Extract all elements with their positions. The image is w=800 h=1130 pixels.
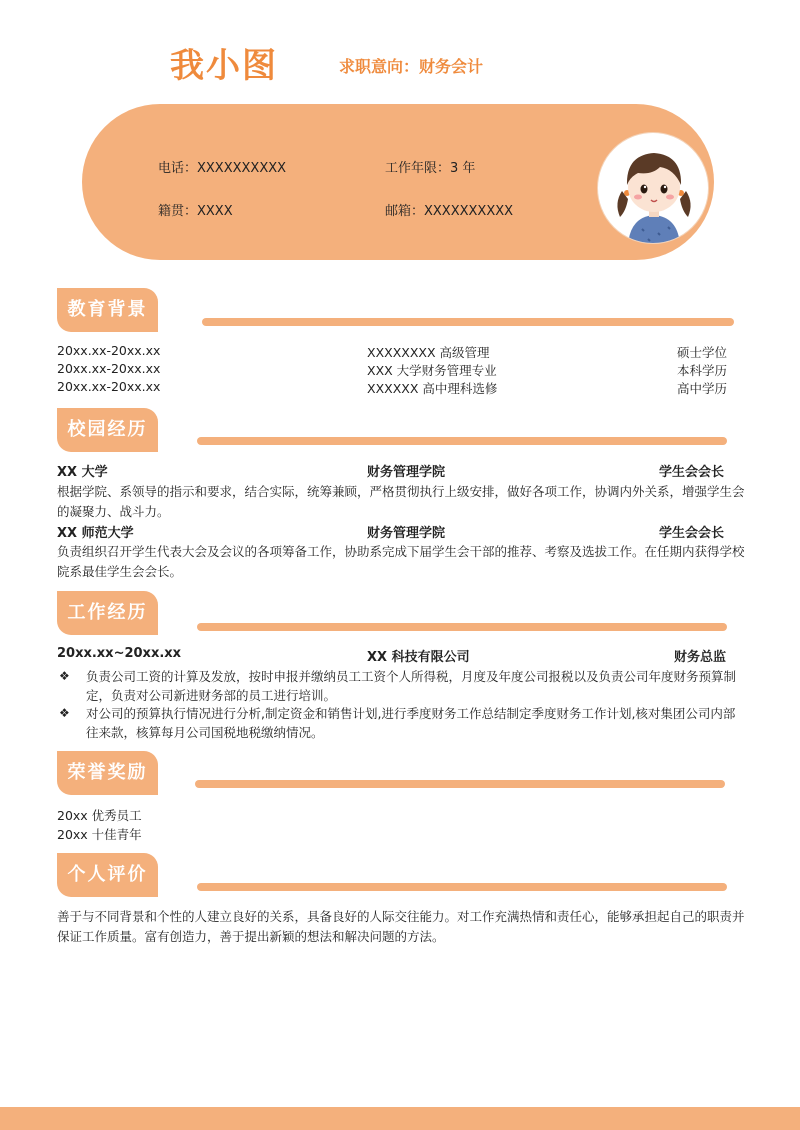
edu-degree: 硕士学位 bbox=[677, 345, 728, 360]
section-divider bbox=[202, 318, 734, 326]
origin-field: 籍贯：XXXX bbox=[158, 204, 233, 219]
edu-school: XXXXXX 高中理科选修 bbox=[367, 381, 498, 396]
campus-desc: 负责组织召开学生代表大会及会议的各项筹备工作，协助系完成下届学生会干部的推荐、考察及选拔工作。在任期内获得学校院系最佳学生会会长。 bbox=[57, 544, 745, 579]
edu-date: 20xx.xx-20xx.xx bbox=[57, 343, 161, 358]
section-divider bbox=[197, 623, 727, 631]
work-years-field: 工作年限：3 年 bbox=[385, 161, 476, 176]
resume-name: 我小图 bbox=[170, 46, 278, 86]
job-intent: 求职意向：财务会计 bbox=[339, 57, 484, 76]
campus-desc: 根据学院、系领导的指示和要求，结合实际，统筹兼顾，严格贯彻执行上级安排，做好各项工作，协调内外关系，增强学生会的凝聚力、战斗力。 bbox=[57, 484, 745, 519]
campus-org: XX 大学 bbox=[57, 465, 108, 480]
work-company: XX 科技有限公司 bbox=[367, 650, 470, 665]
campus-role: 学生会会长 bbox=[659, 526, 725, 541]
girl-avatar-icon bbox=[598, 133, 709, 244]
self-eval-text: 善于与不同背景和个性的人建立良好的关系，具备良好的人际交往能力。对工作充满热情和责任心，能够承担起自己的职责并保证工作质量。富有创造力，善于提出新颖的想法和解决问题的方法。 bbox=[57, 909, 745, 944]
section-divider bbox=[197, 883, 727, 891]
avatar bbox=[597, 132, 709, 244]
edu-date: 20xx.xx-20xx.xx bbox=[57, 379, 161, 394]
section-divider bbox=[195, 780, 725, 788]
campus-dept: 财务管理学院 bbox=[367, 465, 446, 480]
section-title-campus: 校园经历 bbox=[57, 408, 158, 452]
edu-school: XXXXXXXX 高级管理 bbox=[367, 345, 490, 360]
edu-date: 20xx.xx-20xx.xx bbox=[57, 361, 161, 376]
phone-field: 电话：XXXXXXXXXX bbox=[158, 161, 287, 176]
section-divider bbox=[197, 437, 727, 445]
work-bullet bbox=[57, 704, 747, 742]
edu-degree: 高中学历 bbox=[677, 381, 728, 396]
campus-role: 学生会会长 bbox=[659, 465, 725, 480]
section-title-work: 工作经历 bbox=[57, 591, 158, 635]
honor-item: 20xx 优秀员工 bbox=[57, 808, 142, 823]
diamond-bullet-icon: ❖ bbox=[59, 706, 70, 720]
section-title-honors: 荣誉奖励 bbox=[57, 751, 158, 795]
email-field: 邮箱：XXXXXXXXXX bbox=[385, 204, 514, 219]
section-title-self-eval: 个人评价 bbox=[57, 853, 158, 897]
work-role: 财务总监 bbox=[674, 650, 727, 665]
footer-bar bbox=[0, 1107, 800, 1130]
work-bullet-text: 对公司的预算执行情况进行分析,制定资金和销售计划,进行季度财务工作总结制定季度财务工作计划,核对集团公司内部往来款，核算每月公司国税地税缴纳情况。 bbox=[86, 706, 736, 740]
honor-item: 20xx 十佳青年 bbox=[57, 827, 142, 842]
work-bullet bbox=[57, 667, 747, 705]
edu-degree: 本科学历 bbox=[677, 363, 728, 378]
section-title-education: 教育背景 bbox=[57, 288, 158, 332]
edu-school: XXX 大学财务管理专业 bbox=[367, 363, 497, 378]
campus-dept: 财务管理学院 bbox=[367, 526, 446, 541]
work-bullet-text: 负责公司工资的计算及发放，按时申报并缴纳员工工资个人所得税，月度及年度公司报税以及负责公司年度财务预算制定，负责对公司新进财务部的员工进行培训。 bbox=[86, 669, 737, 703]
diamond-bullet-icon: ❖ bbox=[59, 669, 70, 683]
work-date: 20xx.xx~20xx.xx bbox=[57, 646, 182, 661]
campus-org: XX 师范大学 bbox=[57, 526, 134, 541]
